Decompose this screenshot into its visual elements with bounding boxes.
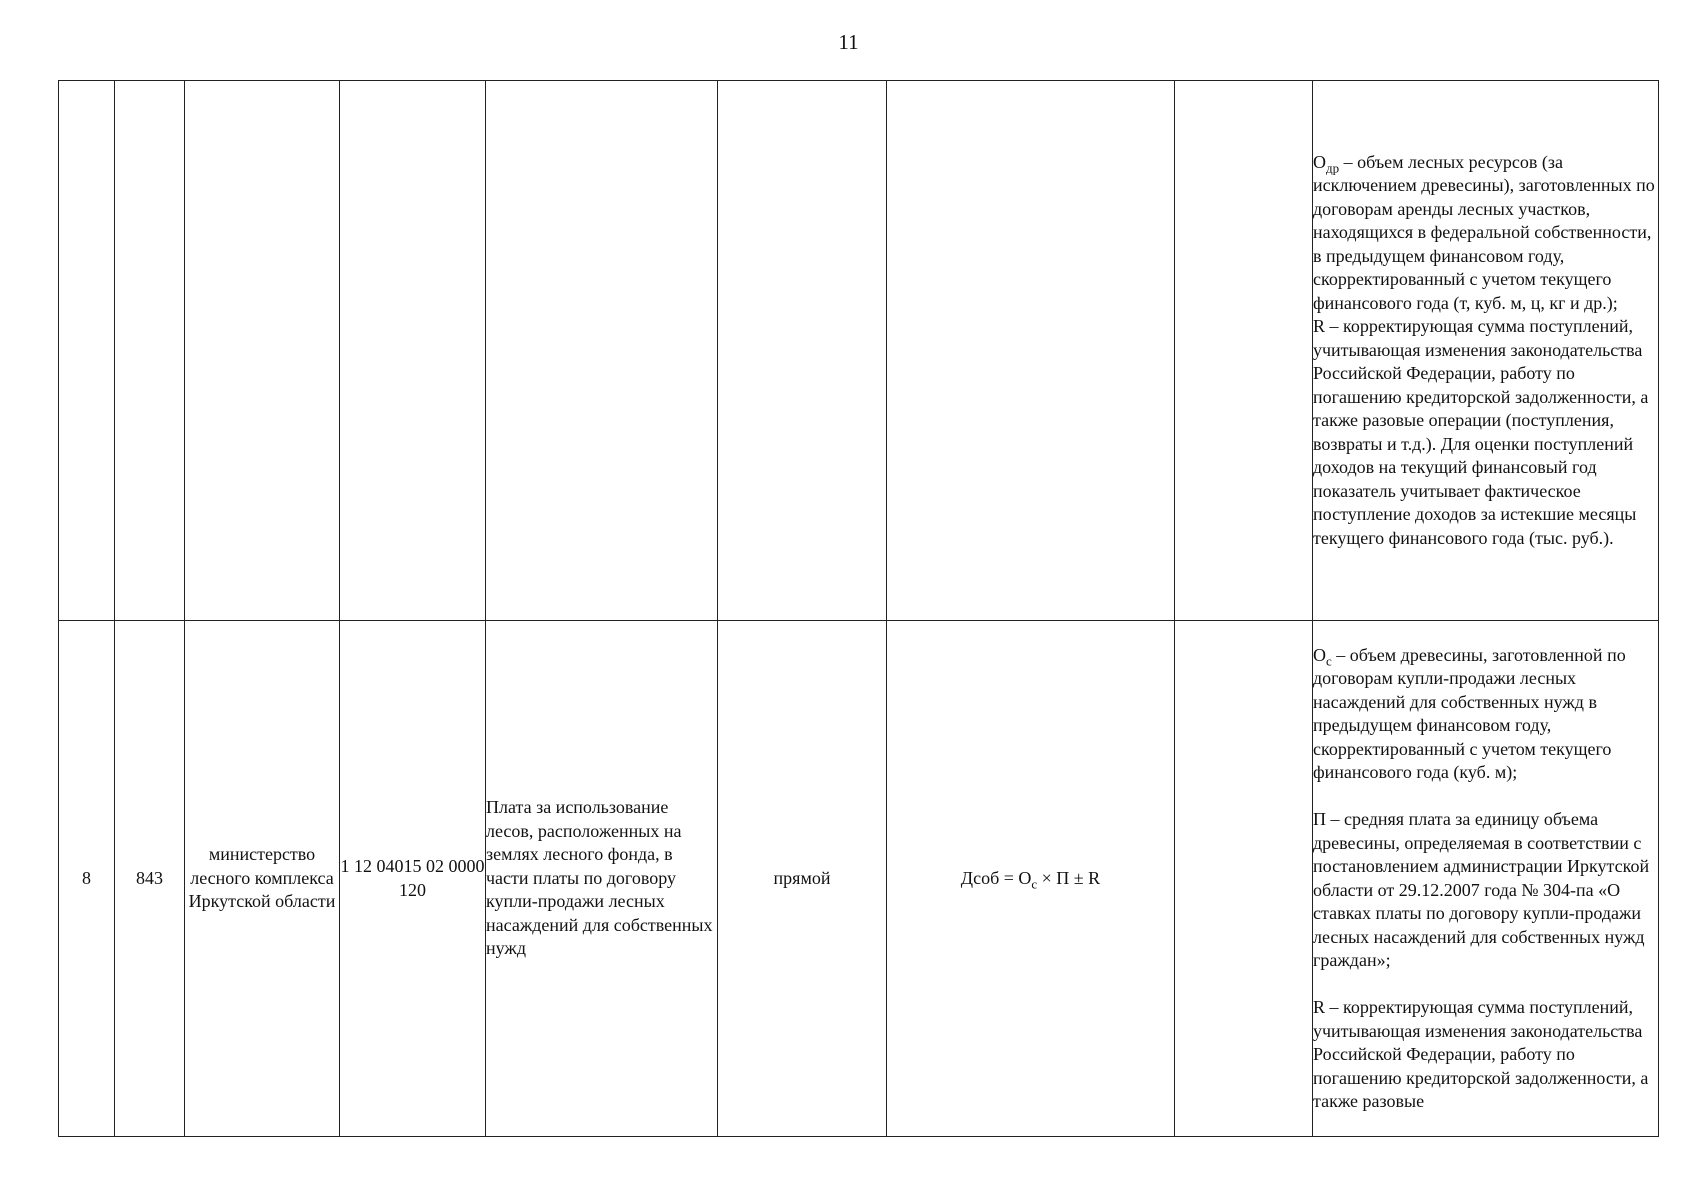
- formula-cell: [887, 81, 1175, 621]
- admin-code-cell: 843: [115, 621, 185, 1137]
- organization-cell: министерство лесного комплекса Иркутской области: [185, 621, 340, 1137]
- kbk-code-cell: [340, 81, 486, 621]
- row-number-cell: [59, 81, 115, 621]
- empty-cell: [1175, 621, 1313, 1137]
- description-paragraph: R – корректирующая сумма поступлений, учитывающая изменения законодательства Российской Федерации, работу по погашению кредиторской задолженности, а также разовые: [1313, 997, 1649, 1111]
- description-paragraph: П – средняя плата за единицу объема древесины, определяемая в соответствии с постановлением администрации Иркутской области от 29.12.2007 года № 304-па «О ставках платы по договору купли-продажи лесных насаждений для собственных нужд граждан»;: [1313, 809, 1650, 970]
- income-name-cell: Плата за использование лесов, расположенных на землях лесного фонда, в части платы по договору купли-продажи лесных насаждений для собственных нужд: [486, 621, 718, 1137]
- income-name-cell: [486, 81, 718, 621]
- income-forecast-table: [58, 80, 1659, 1137]
- method-cell: прямой: [718, 621, 887, 1137]
- description-paragraph: $О_с$ – объем древесины, заготовленной по договорам купли-продажи лесных насаждений для собственных нужд в предыдущем финансовом году, скорректированный с учетом текущего финансового года (куб. м);: [1313, 644, 1626, 782]
- table-row: [59, 621, 1659, 1137]
- description-paragraph: R – корректирующая сумма поступлений, учитывающая изменения законодательства Российской Федерации, работу по погашению кредиторской задолженности, а также разовые операции (поступления, возвраты и т.д.). Для оценки поступлений доходов на текущий финансовый год показатель учитывает фактическое поступление доходов за истекшие месяцы текущего финансового года (тыс. руб.).: [1313, 316, 1649, 548]
- method-cell: [718, 81, 887, 621]
- row-number-cell: 8: [59, 621, 115, 1137]
- organization-cell: [185, 81, 340, 621]
- empty-cell: [1175, 81, 1313, 621]
- formula-cell: Дсоб = $О_с \times П \pm R$: [887, 621, 1175, 1137]
- page-number: 11: [838, 30, 859, 54]
- description-cell: [1313, 621, 1659, 1137]
- description-cell: [1313, 81, 1659, 621]
- admin-code-cell: [115, 81, 185, 621]
- description-paragraph: $О_{др}$ – объем лесных ресурсов (за исключением древесины), заготовленных по договорам аренды лесных участков, находящихся в федеральной собственности, в предыдущем финансовом году, скорректированный с учетом текущего финансового года (т, куб. м, ц, кг и др.);: [1313, 151, 1655, 313]
- kbk-code-cell: 1 12 04015 02 0000 120: [340, 621, 486, 1137]
- table-row: [59, 81, 1659, 621]
